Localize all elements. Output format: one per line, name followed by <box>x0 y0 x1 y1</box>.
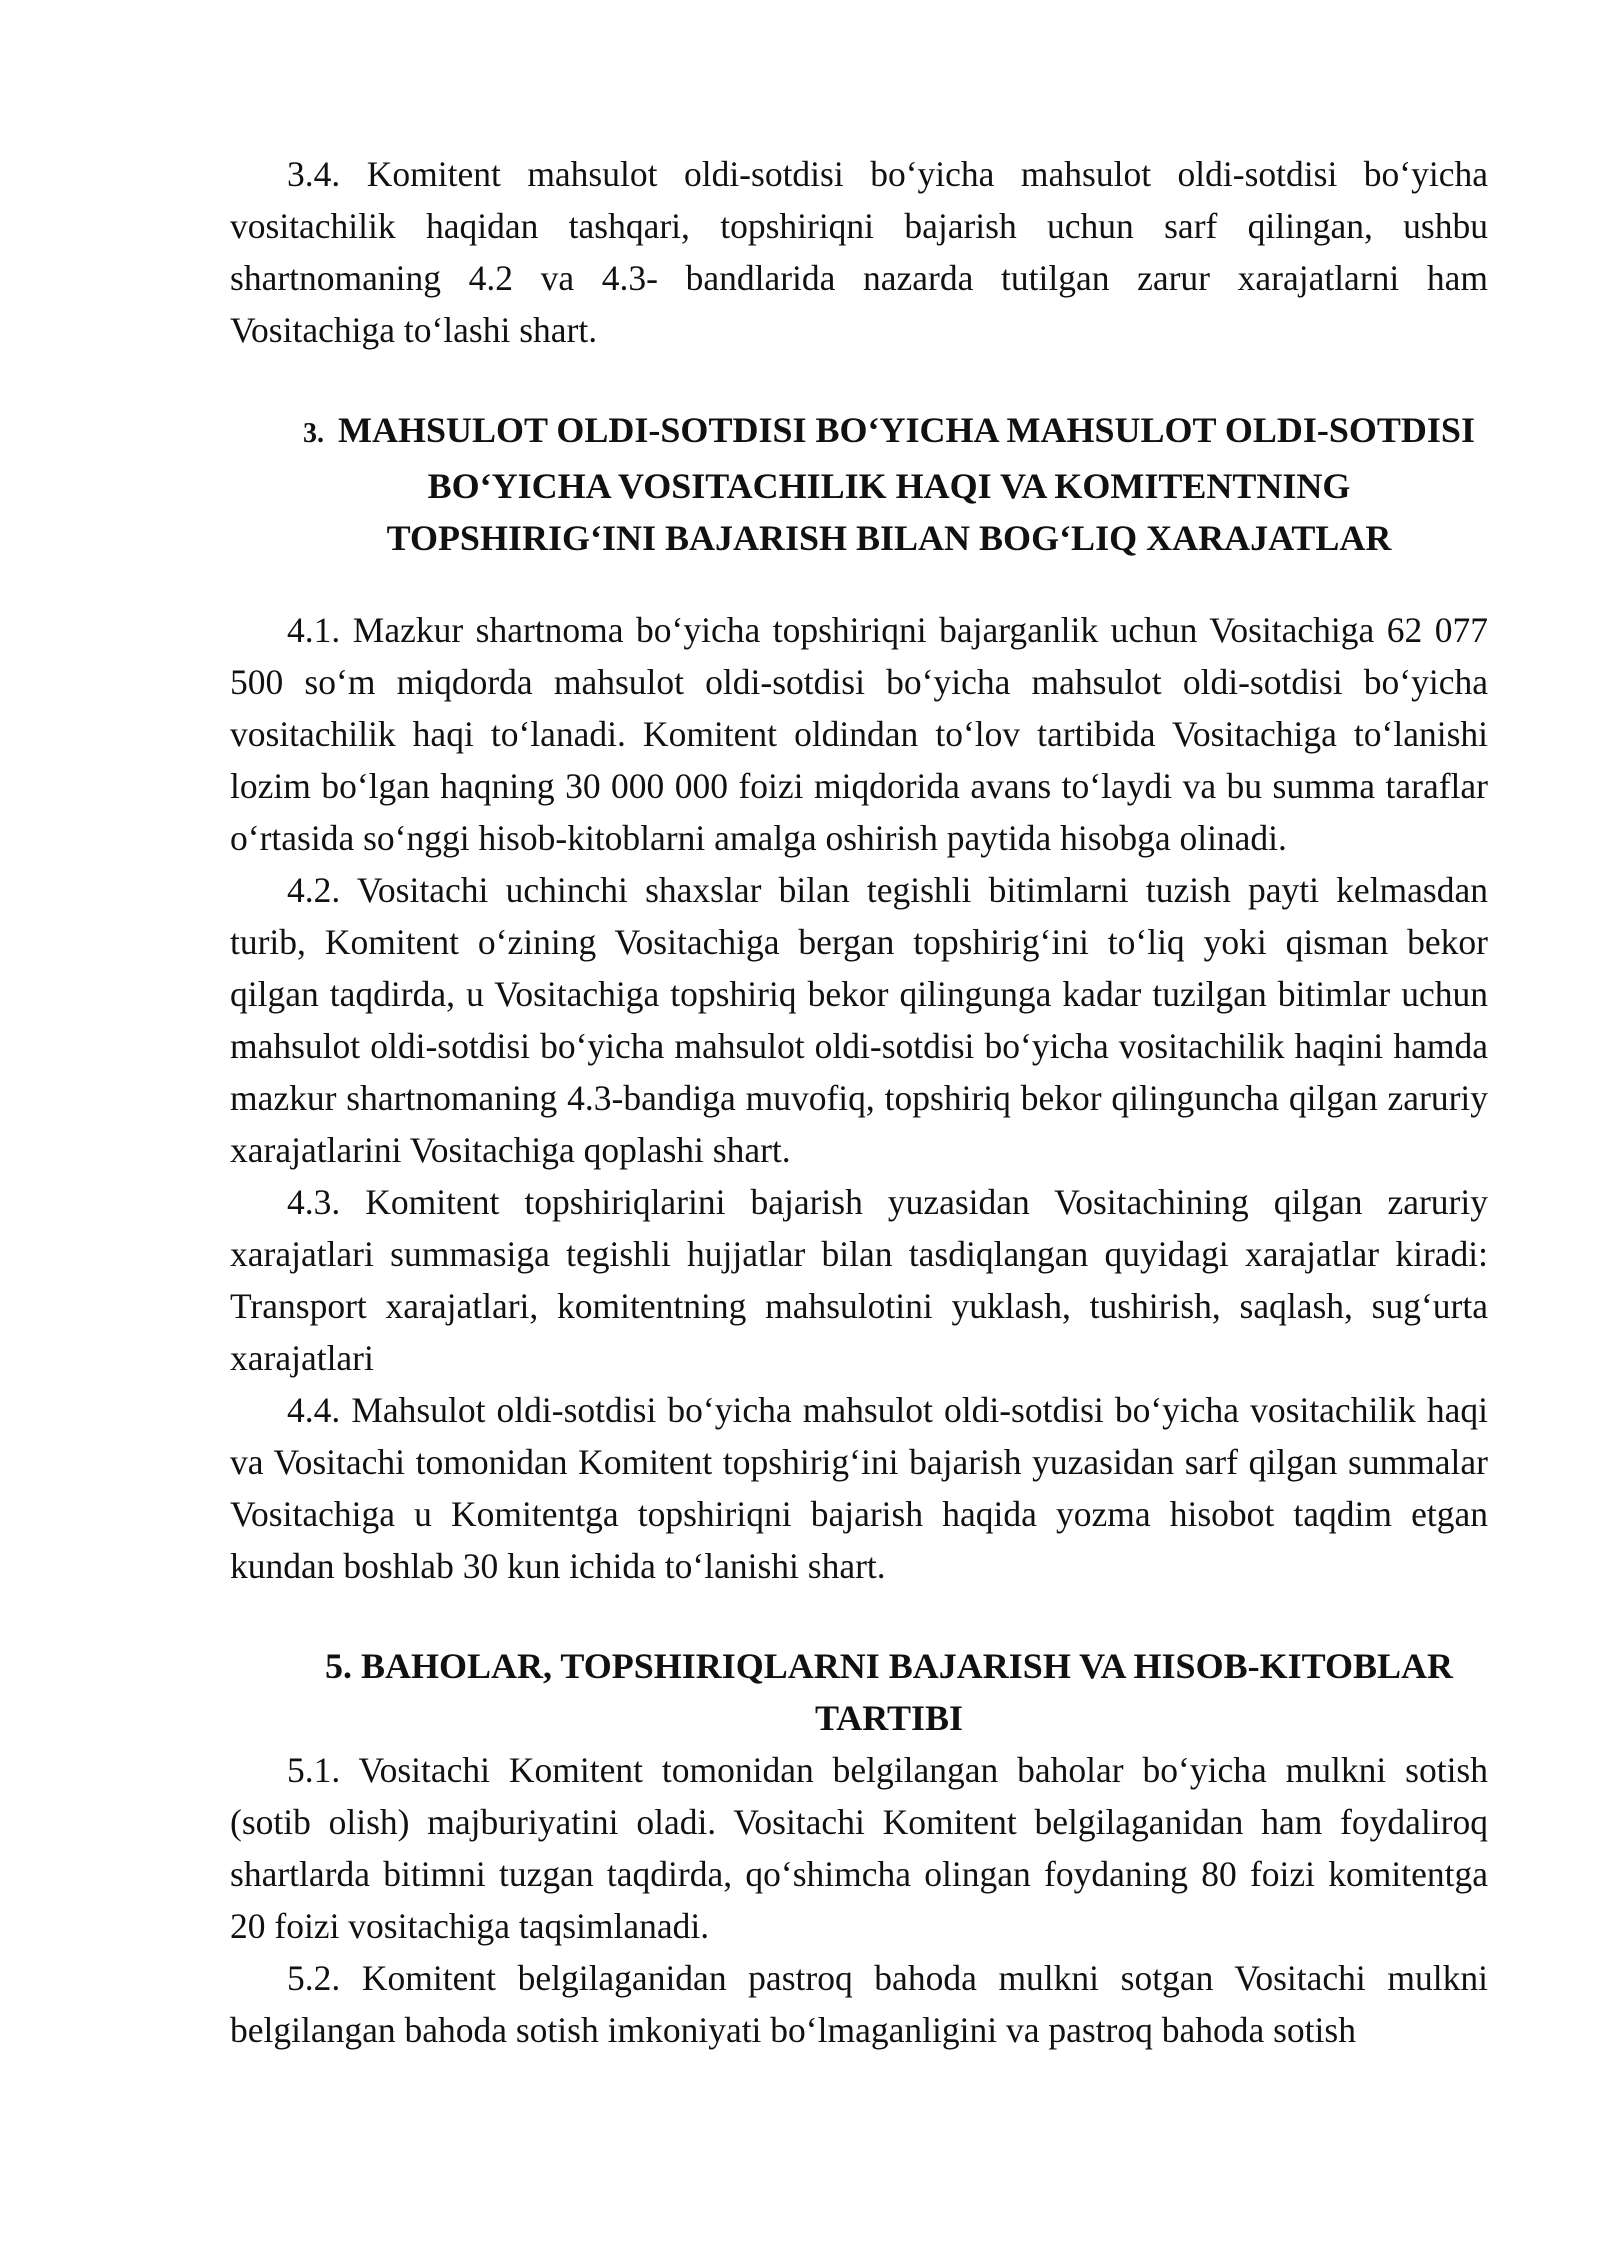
section-5-heading: 5. BAHOLAR, TOPSHIRIQLARNI BAJARISH VA HISOB-KITOBLAR TARTIBI <box>325 1646 1453 1738</box>
document-body <box>230 148 1488 2056</box>
paragraph-4-2: 4.2. Vositachi uchinchi shaxslar bilan tegishli bitimlarni tuzish payti kelmasdan turib, Komitent o‘zining Vositachiga bergan topshirig‘ini to‘liq yoki qisman bekor qilgan taqdirda, u Vositachiga topshiriq bekor qilingunga kadar tuzilgan bitimlar uchun mahsulot oldi-sotdisi bo‘yicha mahsulot oldi-sotdisi bo‘yicha vositachilik haqini hamda mazkur shartnomaning 4.3-bandiga muvofiq, topshiriq bekor qilinguncha qilgan zaruriy xarajatlarini Vositachiga qoplashi shart. <box>230 870 1488 1170</box>
paragraph-4-1: 4.1. Mazkur shartnoma bo‘yicha topshiriqni bajarganlik uchun Vositachiga 62 077 500 so‘m miqdorda mahsulot oldi-sotdisi bo‘yicha mahsulot oldi-sotdisi bo‘yicha vositachilik haqi to‘lanadi. Komitent oldindan to‘lov tartibida Vositachiga to‘lanishi lozim bo‘lgan haqning 30 000 000 foizi miqdorida avans to‘laydi va bu summa taraflar o‘rtasida so‘nggi hisob-kitoblarni amalga oshirish paytida hisobga olinadi. <box>230 610 1488 858</box>
paragraph-5-2: 5.2. Komitent belgilaganidan pastroq bahoda mulkni sotgan Vositachi mulkni belgilangan bahoda sotish imkoniyati bo‘lmaganligini va pastroq bahoda sotish <box>230 1958 1488 2050</box>
paragraph-3-4: 3.4. Komitent mahsulot oldi-sotdisi bo‘yicha mahsulot oldi-sotdisi bo‘yicha vositachilik haqidan tashqari, topshiriqni bajarish uchun sarf qilingan, ushbu shartnomaning 4.2 va 4.3- bandlarida nazarda tutilgan zarur xarajatlarni ham Vositachiga to‘lashi shart. <box>230 154 1488 350</box>
paragraph-5-1: 5.1. Vositachi Komitent tomonidan belgilangan baholar bo‘yicha mulkni sotish (sotib olish) majburiyatini oladi. Vositachi Komitent belgilaganidan ham foydaliroq shartlarda bitimni tuzgan taqdirda, qo‘shimcha olingan foydaning 80 foizi komitentga 20 foizi vositachiga taqsimlanadi. <box>230 1750 1488 1946</box>
section-3-title: MAHSULOT OLDI-SOTDISI BO‘YICHA MAHSULOT OLDI-SOTDISI BO‘YICHA VOSITACHILIK HAQI VA KOMITENTNING TOPSHIRIG‘INI BAJARISH BILAN BOG‘LIQ XARAJATLAR <box>338 410 1475 558</box>
section-3-heading <box>230 404 1488 564</box>
paragraph-4-3: 4.3. Komitent topshiriqlarini bajarish yuzasidan Vositachining qilgan zaruriy xarajatlari summasiga tegishli hujjatlar bilan tasdiqlangan quyidagi xarajatlar kiradi: Transport xarajatlari, komitentning mahsulotini yuklash, tushirish, saqlash, sug‘urta xarajatlari <box>230 1182 1488 1378</box>
section-3-number: 3. <box>303 418 325 449</box>
paragraph-4-4: 4.4. Mahsulot oldi-sotdisi bo‘yicha mahsulot oldi-sotdisi bo‘yicha vositachilik haqi va Vositachi tomonidan Komitent topshirig‘ini bajarish yuzasidan sarf qilgan summalar Vositachiga u Komitentga topshiriqni bajarish haqida yozma hisobot taqdim etgan kundan boshlab 30 kun ichida to‘lanishi shart. <box>230 1390 1488 1586</box>
